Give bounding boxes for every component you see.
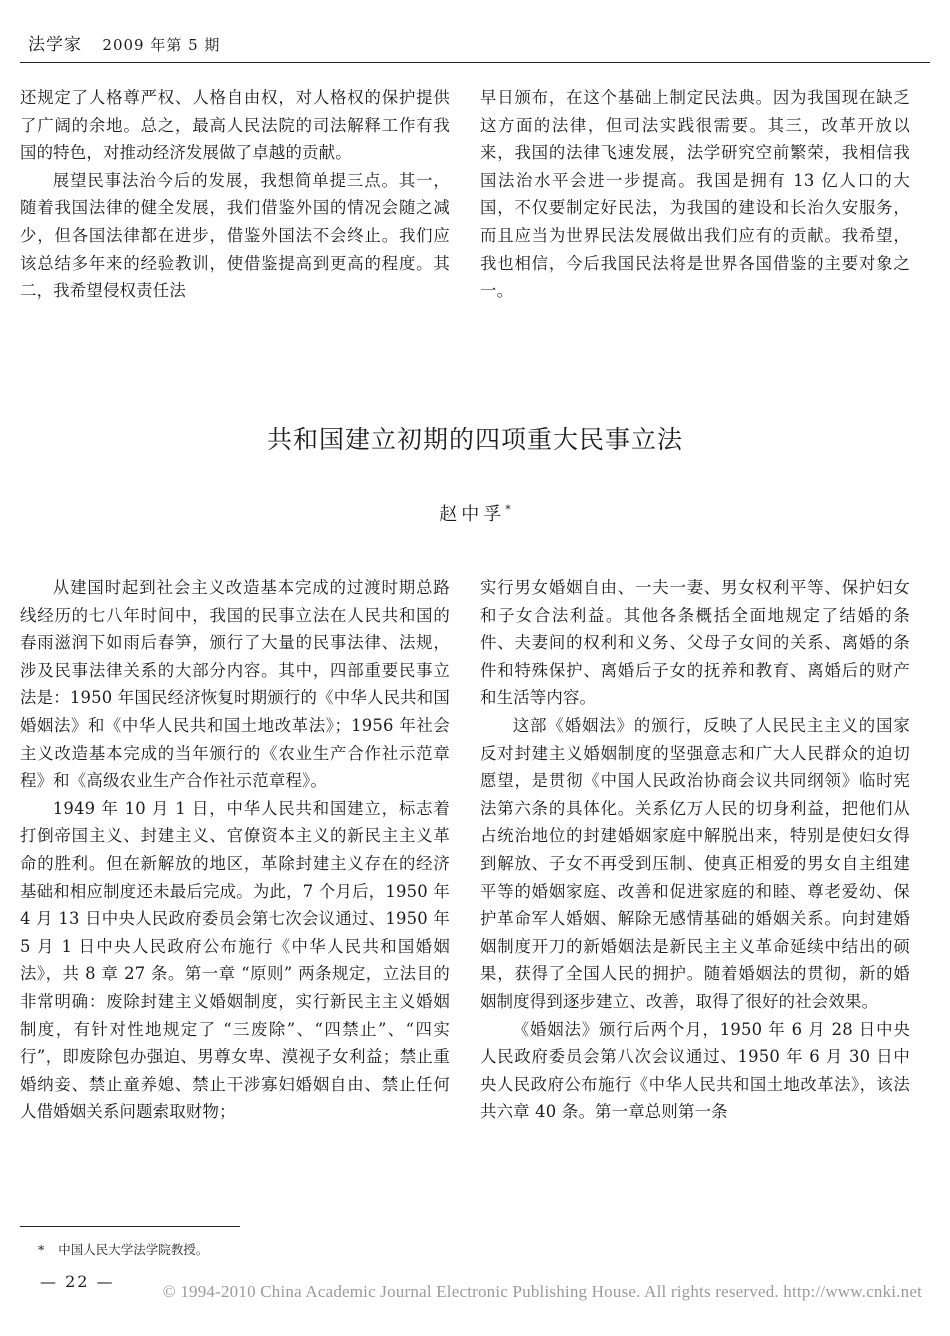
paragraph: 还规定了人格尊严权、人格自由权，对人格权的保护提供了广阔的余地。总之，最高人民法院的司法解释工作有我国的特色，对推动经济发展做了卓越的贡献。 <box>20 88 450 163</box>
paragraph: 《婚姻法》颁行后两个月，1950 年 6 月 28 日中央人民政府委员会第八次会议通过、1950 年 6 月 30 日中央人民政府公布施行《中华人民共和国土地改革法》，该法共六章 40 条。第一章总则第一条 <box>480 1019 910 1122</box>
paragraph: 1949 年 10 月 1 日，中华人民共和国建立，标志着打倒帝国主义、封建主义、官僚资本主义的新民主主义革命的胜利。但在新解放的地区，革除封建主义存在的经济基础和相应制度还未最后完成。为此，7 个月后，1950 年 4 月 13 日中央人民政府委员会第七次会议通过、1950 年 5 月 1 日中央人民政府公布施行《中华人民共和国婚姻法》，共 8 章 27 条。第一章 “原则” 两条规定，立法目的非常明确：废除封建主义婚姻制度，实行新民主主义婚姻制度，有针对性地规定了 “三废除”、“四禁止”、“四实行”，即废除包办强迫、男尊女卑、漠视子女利益；禁止重婚纳妾、禁止童养媳、禁止干涉寡妇婚姻自由、禁止任何人借婚姻关系问题索取财物； <box>20 798 450 1122</box>
prev-article-left-column <box>20 84 450 305</box>
footnote-text: 中国人民大学法学院教授。 <box>58 1242 209 1257</box>
footnote <box>38 1240 208 1258</box>
article-left-column <box>20 574 450 1126</box>
footnote-rule <box>20 1226 240 1227</box>
copyright-watermark: © 1994-2010 China Academic Journal Electronic Publishing House. All rights reserved. http://www.cnki.net <box>162 1282 922 1301</box>
article-title: 共和国建立初期的四项重大民事立法 <box>266 425 683 454</box>
article-author <box>0 500 950 526</box>
paragraph: 早日颁布，在这个基础上制定民法典。因为我国现在缺乏这方面的法律，但司法实践很需要。其三，改革开放以来，我国的法律飞速发展，法学研究空前繁荣，我相信我国法治水平会进一步提高。我国是拥有 13 亿人口的大国，不仅要制定好民法，为我国的建设和长治久安服务，而且应当为世界民法发展做出我们应有的贡献。我希望，我也相信，今后我国民法将是世界各国借鉴的主要对象之一。 <box>480 88 910 301</box>
page-number: — 22 — <box>40 1272 115 1291</box>
header-rule <box>20 62 930 63</box>
article-right-column <box>480 574 910 1126</box>
running-header <box>28 30 220 55</box>
paragraph: 这部《婚姻法》的颁行，反映了人民民主主义的国家反对封建主义婚姻制度的坚强意志和广大人民群众的迫切愿望，是贯彻《中国人民政治协商会议共同纲领》临时宪法第六条的具体化。关系亿万人民的切身利益，把他们从占统治地位的封建婚姻家庭中解脱出来，特别是使妇女得到解放、子女不再受到压制、使真正相爱的男女自主组建平等的婚姻家庭、改善和促进家庭的和睦、尊老爱幼、保护革命军人婚姻、解除无感情基础的婚姻关系。向封建婚姻制度开刀的新婚姻法是新民主主义革命延续中结出的硕果，获得了全国人民的拥护。随着婚姻法的贯彻，新的婚姻制度得到逐步建立、改善，取得了很好的社会效果。 <box>480 715 910 1011</box>
paragraph: 从建国时起到社会主义改造基本完成的过渡时期总路线经历的七八年时间中，我国的民事立法在人民共和国的春雨滋润下如雨后春笋，颁行了大量的民事法律、法规，涉及民事法律关系的大部分内容。其中，四部重要民事立法是：1950 年国民经济恢复时期颁行的《中华人民共和国婚姻法》和《中华人民共和国土地改革法》；1956 年社会主义改造基本完成的当年颁行的《农业生产合作社示范章程》和《高级农业生产合作社示范章程》。 <box>20 578 450 791</box>
prev-article-right-column <box>480 84 910 305</box>
paragraph: 实行男女婚姻自由、一夫一妻、男女权利平等、保护妇女和子女合法利益。其他各条概括全面地规定了结婚的条件、夫妻间的权利和义务、父母子女间的关系、离婚的条件和特殊保护、离婚后子女的抚养和教育、离婚后的财产和生活等内容。 <box>480 578 910 708</box>
issue-label: 2009 年第 5 期 <box>102 36 221 54</box>
author-footnote-mark: * <box>505 503 511 516</box>
paragraph: 展望民事法治今后的发展，我想简单提三点。其一，随着我国法律的健全发展，我们借鉴外国的情况会随之减少，但各国法律都在进步，借鉴外国法不会终止。我们应该总结多年来的经验教训，使借鉴提高到更高的程度。其二，我希望侵权责任法 <box>20 170 450 301</box>
footnote-mark: * <box>38 1242 45 1257</box>
journal-name: 法学家 <box>28 35 82 55</box>
author-name: 赵中孚 <box>439 504 506 525</box>
